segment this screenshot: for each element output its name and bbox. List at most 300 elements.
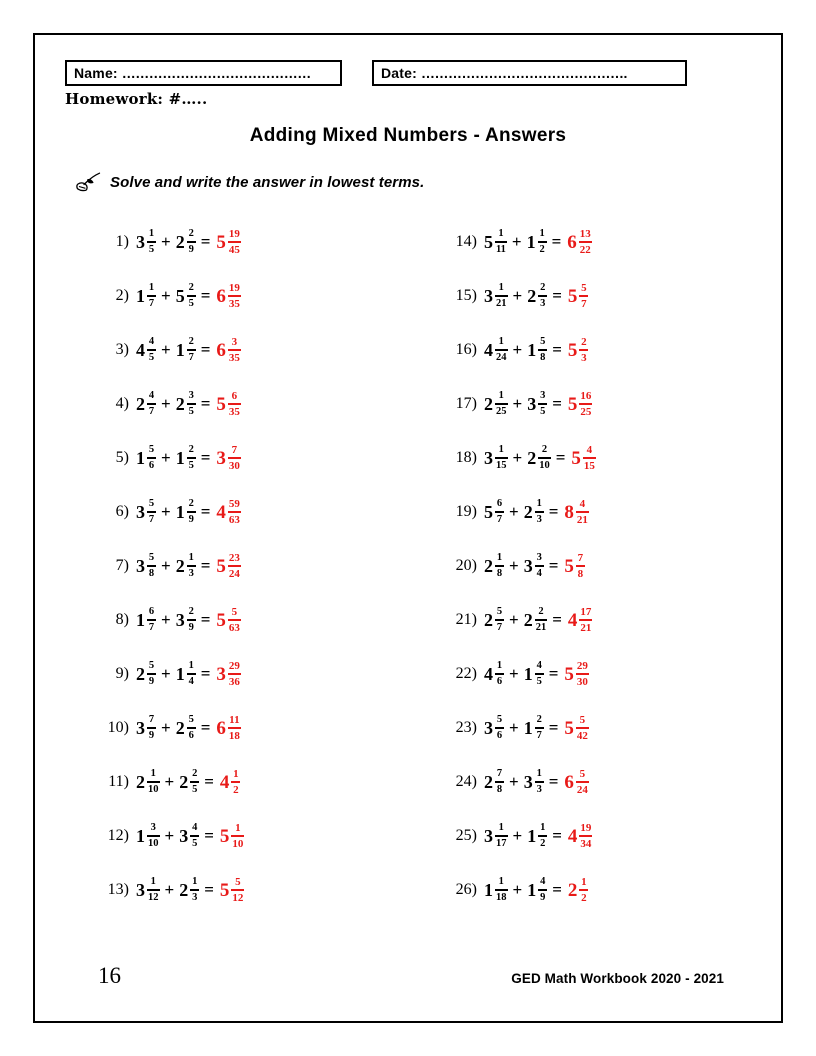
fraction-denominator: 6	[188, 729, 194, 741]
fraction	[231, 768, 240, 796]
fraction-denominator: 5	[148, 351, 155, 363]
date-field-box[interactable]	[372, 60, 687, 86]
answer-value	[216, 282, 241, 310]
fraction-denominator: 22	[579, 243, 591, 256]
problem-number: 18)	[455, 449, 477, 466]
equals-operator: =	[548, 718, 559, 737]
whole-number: 2	[527, 448, 537, 468]
fraction	[495, 282, 508, 309]
fraction-denominator: 4	[188, 675, 194, 687]
whole-number: 3	[484, 448, 493, 468]
fraction	[538, 228, 547, 255]
fraction-denominator: 7	[536, 729, 542, 741]
whole-number: 2	[136, 394, 145, 414]
answer-value	[216, 444, 241, 472]
whole-number: 5	[484, 232, 493, 252]
whole-number: 2	[523, 502, 533, 522]
problem-number: 4)	[115, 395, 129, 412]
plus-operator: +	[509, 502, 519, 521]
first-addend	[136, 660, 156, 687]
fraction-denominator: 5	[536, 675, 542, 687]
problem-expression	[484, 498, 589, 526]
problem-expression	[136, 822, 244, 850]
whole-number: 5	[564, 717, 574, 739]
problem-number: 1)	[115, 233, 129, 250]
fraction	[228, 606, 241, 634]
problem-expression	[484, 444, 596, 472]
plus-operator: +	[161, 556, 171, 575]
second-addend	[527, 228, 547, 255]
equals-operator: =	[200, 664, 211, 683]
plus-operator: +	[509, 718, 519, 737]
fraction-numerator: 16	[580, 389, 592, 402]
fraction	[147, 768, 160, 795]
fraction-denominator: 21	[535, 621, 547, 633]
name-field-box[interactable]	[65, 60, 342, 86]
equals-operator: =	[552, 340, 562, 359]
date-dotted-line: ……………………………………….	[421, 65, 627, 81]
first-addend	[136, 228, 156, 255]
whole-number: 6	[567, 231, 577, 253]
second-addend	[176, 498, 196, 525]
problem-expression	[484, 390, 592, 418]
second-addend	[524, 552, 544, 579]
problem-row	[103, 701, 443, 755]
second-addend	[179, 822, 199, 849]
fraction-denominator: 3	[536, 513, 542, 525]
fraction	[147, 498, 156, 525]
fraction-denominator: 2	[581, 891, 587, 904]
problem-row	[103, 863, 443, 917]
fraction-denominator: 7	[148, 405, 155, 417]
problem-expression	[484, 282, 588, 310]
whole-number: 2	[567, 879, 578, 901]
fraction	[495, 444, 508, 471]
fraction	[495, 228, 507, 255]
fraction	[495, 390, 508, 417]
problem-number: 12)	[107, 827, 129, 844]
second-addend	[176, 552, 196, 579]
fraction-denominator: 7	[148, 513, 155, 525]
fraction-denominator: 11	[496, 243, 506, 255]
problem-expression	[484, 336, 588, 364]
fraction-numerator: 3	[150, 822, 156, 834]
fraction	[147, 336, 156, 363]
fraction	[228, 498, 241, 526]
whole-number: 4	[484, 340, 493, 360]
fraction	[495, 552, 504, 579]
problem-number: 15)	[455, 287, 477, 304]
fraction-numerator: 5	[148, 444, 155, 456]
problem-row	[451, 485, 791, 539]
whole-number: 1	[175, 340, 185, 360]
fraction-denominator: 3	[536, 783, 542, 795]
equals-operator: =	[552, 610, 562, 629]
answer-value	[220, 876, 245, 904]
first-addend	[136, 336, 156, 363]
whole-number: 5	[564, 555, 574, 577]
problem-row	[451, 377, 791, 431]
fraction-numerator: 5	[579, 767, 586, 780]
equals-operator: =	[552, 826, 562, 845]
answer-value	[216, 336, 241, 364]
fraction	[576, 498, 589, 526]
fraction-numerator: 7	[231, 443, 238, 456]
fraction-denominator: 3	[192, 891, 198, 903]
first-addend	[136, 552, 156, 579]
problem-row	[451, 701, 791, 755]
fraction-denominator: 21	[496, 297, 507, 309]
fraction-numerator: 7	[496, 768, 503, 780]
problem-number: 10)	[107, 719, 129, 736]
equals-operator: =	[200, 718, 211, 737]
fraction	[147, 660, 156, 687]
whole-number: 5	[484, 502, 493, 522]
fraction	[147, 714, 156, 741]
whole-number: 3	[216, 447, 226, 469]
problem-expression	[136, 660, 241, 688]
whole-number: 1	[527, 826, 537, 846]
fraction-numerator: 5	[148, 552, 155, 564]
first-addend	[484, 606, 504, 633]
fraction	[228, 228, 241, 256]
problem-column-right	[451, 215, 791, 917]
fraction	[576, 768, 589, 796]
fraction-denominator: 10	[539, 459, 550, 471]
whole-number: 8	[564, 501, 574, 523]
answer-value	[568, 282, 589, 310]
answer-value	[564, 660, 589, 688]
second-addend	[527, 282, 547, 309]
fraction	[535, 552, 544, 579]
fraction-denominator: 7	[148, 297, 155, 309]
fraction	[538, 876, 547, 903]
whole-number: 6	[564, 771, 574, 793]
fraction-denominator: 6	[496, 675, 503, 687]
fraction	[538, 390, 547, 417]
fraction-numerator: 4	[148, 390, 155, 402]
fraction-numerator: 1	[498, 336, 504, 348]
fraction-denominator: 42	[576, 729, 588, 742]
whole-number: 5	[219, 879, 230, 901]
whole-number: 3	[136, 502, 145, 522]
whole-number: 2	[523, 610, 533, 630]
whole-number: 5	[567, 339, 578, 361]
second-addend	[527, 390, 547, 417]
fraction-denominator: 5	[192, 837, 198, 849]
problem-number: 16)	[455, 341, 477, 358]
plus-operator: +	[512, 880, 523, 899]
fraction	[187, 606, 196, 633]
fraction-denominator: 24	[228, 567, 240, 580]
whole-number: 1	[527, 880, 537, 900]
fraction-numerator: 2	[188, 498, 194, 510]
fraction-numerator: 6	[231, 389, 238, 402]
plus-operator: +	[161, 394, 171, 413]
quill-pen-icon	[75, 172, 101, 192]
equals-operator: =	[204, 772, 214, 791]
fraction-denominator: 15	[496, 459, 507, 471]
whole-number: 2	[484, 772, 493, 792]
whole-number: 2	[175, 232, 185, 252]
second-addend	[527, 876, 547, 903]
problem-expression	[136, 228, 241, 256]
fraction	[579, 336, 588, 364]
equals-operator: =	[555, 448, 566, 467]
equals-operator: =	[548, 772, 559, 791]
fraction-denominator: 24	[496, 351, 507, 363]
problem-number: 9)	[115, 665, 129, 682]
fraction-numerator: 2	[541, 444, 548, 456]
whole-number: 3	[484, 826, 493, 846]
fraction	[147, 282, 156, 309]
whole-number: 1	[175, 502, 185, 522]
problem-row	[103, 809, 443, 863]
whole-number: 6	[216, 285, 226, 307]
whole-number: 2	[527, 286, 537, 306]
plus-operator: +	[161, 718, 171, 737]
second-addend	[176, 282, 196, 309]
fraction-numerator: 1	[496, 552, 503, 564]
first-addend	[484, 282, 508, 309]
fraction-numerator: 5	[496, 606, 503, 618]
second-addend	[527, 444, 551, 471]
problem-row	[451, 323, 791, 377]
fraction-numerator: 1	[536, 768, 542, 780]
fraction	[190, 876, 199, 903]
problem-expression	[484, 660, 589, 688]
fraction-numerator: 5	[496, 714, 503, 726]
fraction	[228, 336, 241, 364]
fraction-denominator: 3	[188, 567, 194, 579]
fraction	[576, 660, 589, 688]
whole-number: 1	[136, 448, 145, 468]
second-addend	[524, 498, 544, 525]
equals-operator: =	[200, 286, 211, 305]
fraction-numerator: 3	[540, 390, 546, 402]
fraction	[147, 228, 156, 255]
plus-operator: +	[509, 556, 519, 575]
fraction-denominator: 63	[228, 513, 240, 526]
fraction-numerator: 4	[536, 660, 542, 672]
fraction	[147, 444, 156, 471]
problem-columns	[0, 215, 816, 917]
equals-operator: =	[552, 880, 562, 899]
first-addend	[136, 768, 160, 795]
second-addend	[176, 606, 196, 633]
fraction	[579, 390, 592, 418]
plus-operator: +	[509, 610, 519, 629]
fraction-denominator: 24	[576, 783, 588, 796]
fraction-denominator: 7	[581, 297, 587, 310]
fraction-numerator: 2	[581, 335, 587, 348]
problem-expression	[484, 228, 592, 256]
plus-operator: +	[161, 448, 171, 467]
problem-number: 19)	[455, 503, 477, 520]
whole-number: 4	[216, 501, 226, 523]
fraction	[579, 228, 592, 256]
answer-value	[564, 498, 589, 526]
equals-operator: =	[552, 394, 562, 413]
plus-operator: +	[161, 502, 171, 521]
problem-number: 2)	[115, 287, 129, 304]
whole-number: 1	[136, 286, 145, 306]
name-dotted-line: ……………………………………	[121, 65, 311, 81]
fraction	[579, 822, 592, 850]
fraction-denominator: 7	[148, 621, 155, 633]
fraction-numerator: 1	[235, 821, 241, 834]
first-addend	[484, 714, 504, 741]
problem-number: 7)	[115, 557, 129, 574]
fraction	[228, 444, 241, 472]
whole-number: 1	[175, 664, 185, 684]
plus-operator: +	[164, 772, 175, 791]
fraction	[147, 606, 156, 633]
whole-number: 5	[567, 393, 578, 415]
second-addend	[176, 390, 196, 417]
second-addend	[176, 714, 196, 741]
fraction	[228, 660, 241, 688]
fraction-numerator: 7	[577, 551, 584, 564]
problem-row	[103, 377, 443, 431]
fraction-denominator: 21	[576, 513, 588, 526]
whole-number: 5	[571, 447, 581, 469]
answer-value	[567, 228, 592, 256]
fraction	[187, 552, 196, 579]
plus-operator: +	[509, 664, 519, 683]
fraction-numerator: 1	[539, 228, 545, 240]
answer-value	[568, 606, 593, 634]
fraction	[535, 606, 548, 633]
whole-number: 5	[219, 825, 230, 847]
second-addend	[176, 336, 196, 363]
problem-expression	[136, 552, 241, 580]
whole-number: 2	[484, 556, 493, 576]
fraction-numerator: 6	[496, 498, 503, 510]
whole-number: 4	[567, 825, 578, 847]
fraction-denominator: 5	[188, 459, 194, 471]
fraction-numerator: 4	[579, 497, 586, 510]
problem-row	[451, 269, 791, 323]
answer-value	[220, 768, 241, 796]
whole-number: 3	[484, 286, 493, 306]
equals-operator: =	[200, 610, 211, 629]
fraction	[538, 444, 551, 471]
fraction	[190, 822, 199, 849]
fraction-denominator: 10	[148, 837, 159, 849]
problem-number: 17)	[455, 395, 477, 412]
problem-row	[103, 593, 443, 647]
problem-expression	[484, 606, 592, 634]
whole-number: 2	[175, 718, 185, 738]
fraction-numerator: 1	[540, 822, 546, 834]
fraction-numerator: 4	[586, 443, 593, 456]
problem-expression	[136, 768, 240, 796]
fraction-numerator: 1	[498, 444, 504, 456]
fraction-denominator: 7	[496, 513, 503, 525]
name-label: Name:	[74, 65, 118, 81]
fraction	[535, 498, 544, 525]
fraction	[579, 282, 588, 310]
first-addend	[136, 390, 156, 417]
fraction-denominator: 2	[233, 783, 239, 796]
fraction	[495, 660, 504, 687]
first-addend	[484, 498, 504, 525]
whole-number: 3	[179, 826, 189, 846]
problem-expression	[484, 552, 585, 580]
whole-number: 3	[136, 718, 145, 738]
fraction-denominator: 3	[540, 297, 546, 309]
plus-operator: +	[512, 394, 523, 413]
first-addend	[136, 282, 156, 309]
problem-expression	[136, 876, 244, 904]
whole-number: 2	[484, 610, 493, 630]
fraction	[576, 552, 585, 580]
fraction-denominator: 9	[540, 891, 546, 903]
fraction-numerator: 5	[579, 713, 586, 726]
whole-number: 2	[175, 556, 185, 576]
whole-number: 6	[216, 339, 226, 361]
fraction-denominator: 6	[496, 729, 503, 741]
problem-number: 22)	[455, 665, 477, 682]
whole-number: 3	[523, 556, 533, 576]
problem-number: 21)	[455, 611, 477, 628]
first-addend	[136, 714, 156, 741]
whole-number: 6	[216, 717, 226, 739]
fraction-denominator: 3	[581, 351, 587, 364]
fraction-numerator: 4	[148, 336, 155, 348]
plus-operator: +	[512, 448, 523, 467]
whole-number: 3	[484, 718, 493, 738]
fraction-numerator: 5	[235, 875, 241, 888]
fraction-numerator: 29	[228, 659, 240, 672]
fraction-denominator: 8	[577, 567, 584, 580]
first-addend	[484, 660, 504, 687]
problem-expression	[484, 714, 589, 742]
fraction-numerator: 6	[148, 606, 155, 618]
answer-value	[216, 552, 241, 580]
fraction	[231, 876, 244, 904]
problem-row	[451, 215, 791, 269]
problem-row	[103, 647, 443, 701]
fraction-numerator: 5	[148, 660, 155, 672]
fraction-denominator: 45	[228, 243, 240, 256]
first-addend	[136, 498, 156, 525]
problem-row	[103, 755, 443, 809]
fraction-numerator: 7	[148, 714, 155, 726]
second-addend	[527, 336, 547, 363]
fraction-denominator: 36	[228, 675, 240, 688]
equals-operator: =	[204, 826, 214, 845]
fraction-denominator: 21	[580, 621, 592, 634]
whole-number: 4	[219, 771, 230, 793]
plus-operator: +	[161, 340, 171, 359]
fraction-numerator: 2	[538, 606, 544, 618]
fraction	[228, 714, 241, 742]
fraction-numerator: 23	[228, 551, 240, 564]
fraction-numerator: 5	[188, 714, 194, 726]
fraction-denominator: 5	[192, 783, 198, 795]
fraction	[187, 228, 196, 255]
whole-number: 3	[523, 772, 533, 792]
fraction-denominator: 15	[583, 459, 595, 472]
problem-number: 26)	[455, 881, 477, 898]
fraction-denominator: 10	[232, 837, 244, 850]
fraction-denominator: 25	[496, 405, 507, 417]
whole-number: 2	[179, 880, 189, 900]
problem-expression	[484, 768, 589, 796]
fraction-denominator: 30	[228, 459, 240, 472]
